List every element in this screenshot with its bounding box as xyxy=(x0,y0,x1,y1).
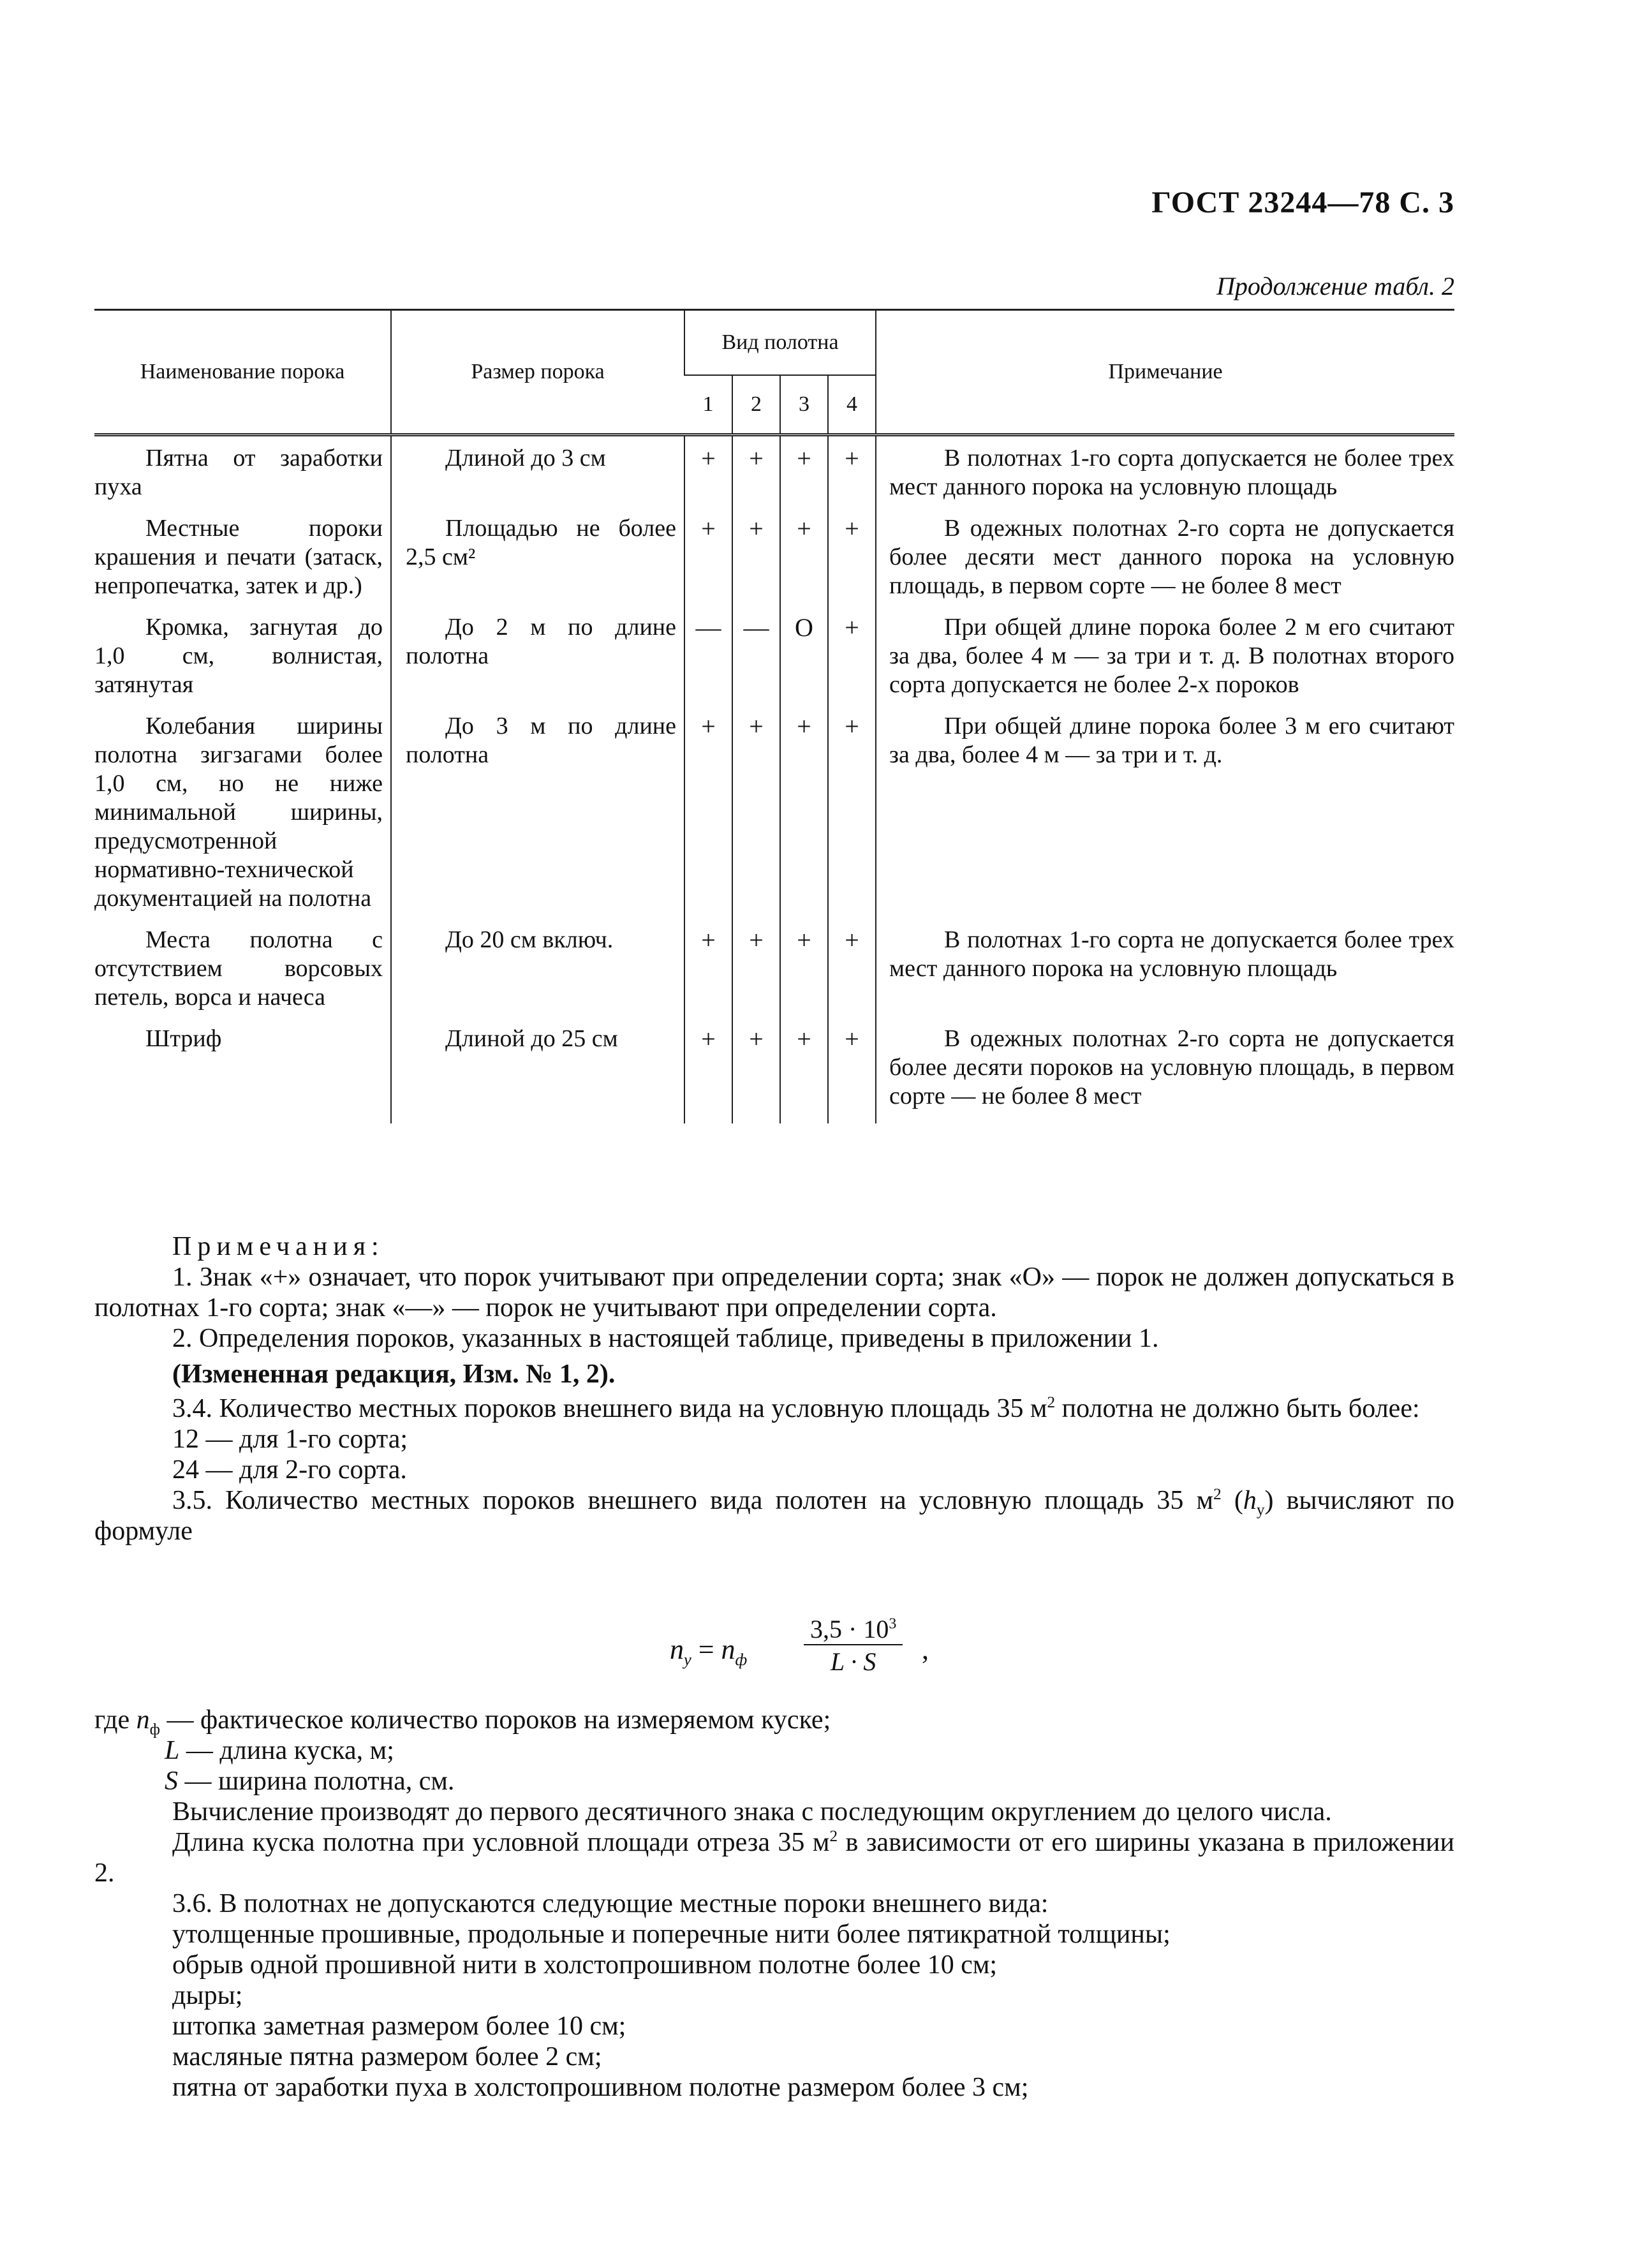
page-header: ГОСТ 23244—78 С. 3 xyxy=(1151,186,1454,219)
header-kind-3: 3 xyxy=(780,375,828,435)
defect-size: Длиной до 25 см xyxy=(391,1025,684,1123)
defect-size: До 2 м по длине полотна xyxy=(391,613,684,712)
mark: + xyxy=(828,712,876,926)
table-row xyxy=(94,1025,1454,1123)
list-item: обрыв одной прошивной нити в холстопрошивном полотне более 10 см; xyxy=(172,1950,998,1980)
formula-denominator: L · S xyxy=(830,1647,876,1676)
defects-table xyxy=(94,309,1454,1123)
where-line: S — ширина полотна, см. xyxy=(165,1767,455,1796)
mark: + xyxy=(684,514,732,613)
list-item: 24 — для 2-го сорта. xyxy=(172,1455,407,1485)
mark: + xyxy=(684,435,732,515)
mark: — xyxy=(684,613,732,712)
mark: + xyxy=(828,514,876,613)
formula-fraction xyxy=(804,1614,903,1677)
mark: + xyxy=(780,1025,828,1123)
table-row xyxy=(94,926,1454,1025)
formula: $n_у = n_ф$ $\frac{3,5 \cdot 10^3}{L \cdot S}$ , xyxy=(670,1615,929,1676)
mark: + xyxy=(828,613,876,712)
mark: + xyxy=(732,435,780,515)
mark: + xyxy=(780,926,828,1025)
defect-size: Площадью не более 2,5 см² xyxy=(391,514,684,613)
notes-title: Примечания: xyxy=(172,1232,385,1261)
table-row xyxy=(94,613,1454,712)
formula-explanation xyxy=(94,1705,1454,2103)
defect-name: Места полотна с отсутствием ворсовых петель, ворса и начеса xyxy=(94,926,383,1011)
defect-name: Колебания ширины полотна зигзагами более 1,0 см, но не ниже минимальной ширины, предусмотренной нормативно-технической документацией на полотна xyxy=(94,713,383,912)
defect-name: Пятна от заработки пуха xyxy=(94,435,391,515)
mark: + xyxy=(780,435,828,515)
defect-size: До 3 м по длине полотна xyxy=(391,712,684,926)
header-kind-1: 1 xyxy=(684,375,732,435)
defect-note: При общей длине порока более 3 м его считают за два, более 4 м — за три и т. д. xyxy=(876,712,1454,926)
note-2: 2. Определения пороков, указанных в настоящей таблице, приведены в приложении 1. xyxy=(172,1324,1159,1353)
mark: + xyxy=(732,1025,780,1123)
note-1: 1. Знак «+» означает, что порок учитывают при определении сорта; знак «О» — порок не должен допускаться в полотнах 1-го сорта; знак «—» — порок не учитывают при определении сорта. xyxy=(94,1263,1454,1323)
defect-name: Кромка, загнутая до 1,0 см, волнистая, затянутая xyxy=(94,614,383,698)
paragraph-calc: Вычисление производят до первого десятичного знака с последующим округлением до целого числа. xyxy=(172,1797,1332,1827)
header-kind-4: 4 xyxy=(828,375,876,435)
paragraph-length: Длина куска полотна при условной площади отреза 35 $м^2$ в зависимости от его ширины указана в приложении 2. xyxy=(94,1828,1454,1888)
table-continuation-label: Продолжение табл. 2 xyxy=(1216,272,1454,300)
defect-size: До 20 см включ. xyxy=(391,926,684,1025)
table-notes xyxy=(94,1231,1454,1354)
main-text xyxy=(94,1359,1454,1546)
header-defect-name: Наименование порока xyxy=(140,360,345,383)
mark: + xyxy=(780,514,828,613)
list-item: штопка заметная размером более 10 см; xyxy=(172,2012,626,2041)
list-item: пятна от заработки пуха в холстопрошивном полотне размером более 3 см; xyxy=(172,2073,1029,2102)
mark: + xyxy=(732,926,780,1025)
table-row xyxy=(94,435,1454,515)
defect-size: Длиной до 3 см xyxy=(391,435,684,515)
changed-edition: (Измененная редакция, Изм. № 1, 2). xyxy=(172,1360,616,1389)
table-row xyxy=(94,514,1454,613)
mark: + xyxy=(780,712,828,926)
list-item: масляные пятна размером более 2 см; xyxy=(172,2042,602,2072)
formula-lhs: $n_у = n_ф$ xyxy=(670,1634,748,1669)
defect-note: При общей длине порока более 2 м его считают за два, более 4 м — за три и т. д. В полотнах второго сорта допускается не более 2-х пороков xyxy=(876,613,1454,712)
header-note: Примечание xyxy=(876,310,1454,435)
mark: + xyxy=(684,926,732,1025)
list-item: 12 — для 1-го сорта; xyxy=(172,1425,408,1454)
defect-note: В одежных полотнах 2-го сорта не допускается более десяти пороков на условную площадь, в первом сорте — не более 8 мест xyxy=(876,1025,1454,1123)
header-kind-2: 2 xyxy=(732,375,780,435)
formula-numerator: $3,5 \cdot 10^3$ xyxy=(804,1614,903,1645)
where-line: где $n_ф$ — фактическое количество пороков на измеряемом куске; xyxy=(94,1705,831,1738)
header-fabric-kind: Вид полотна xyxy=(684,310,876,376)
defect-note: В одежных полотнах 2-го сорта не допускается более десяти мест данного порока на условную площадь, в первом сорте — не более 8 мест xyxy=(876,514,1454,613)
paragraph-3-6: 3.6. В полотнах не допускаются следующие местные пороки внешнего вида: xyxy=(172,1889,1049,1918)
defect-name: Местные пороки крашения и печати (затаск, непропечатка, затек и др.) xyxy=(94,515,383,599)
defect-name: Штриф xyxy=(145,1025,222,1052)
mark: + xyxy=(684,1025,732,1123)
paragraph-3-5: 3.5. Количество местных пороков внешнего вида полотен на условную площадь 35 $м^2$ $(h_у)$ вычисляют по формуле xyxy=(94,1486,1454,1546)
mark: О xyxy=(780,613,828,712)
list-item: дыры; xyxy=(172,1981,243,2010)
mark: + xyxy=(828,435,876,515)
mark: — xyxy=(732,613,780,712)
list-item: утолщенные прошивные, продольные и поперечные нити более пятикратной толщины; xyxy=(172,1920,1171,1949)
where-line: L — длина куска, м; xyxy=(165,1736,394,1765)
mark: + xyxy=(732,712,780,926)
paragraph-3-4: 3.4. Количество местных пороков внешнего вида на условную площадь 35 $м^2$ полотна не должно быть более: xyxy=(172,1394,1420,1423)
table-row xyxy=(94,712,1454,926)
header-defect-size: Размер порока xyxy=(391,310,684,435)
mark: + xyxy=(732,514,780,613)
mark: + xyxy=(828,1025,876,1123)
mark: + xyxy=(684,712,732,926)
defect-note: В полотнах 1-го сорта не допускается более трех мест данного порока на условную площадь xyxy=(876,926,1454,1025)
mark: + xyxy=(828,926,876,1025)
defect-note: В полотнах 1-го сорта допускается не более трех мест данного порока на условную площадь xyxy=(876,435,1454,515)
